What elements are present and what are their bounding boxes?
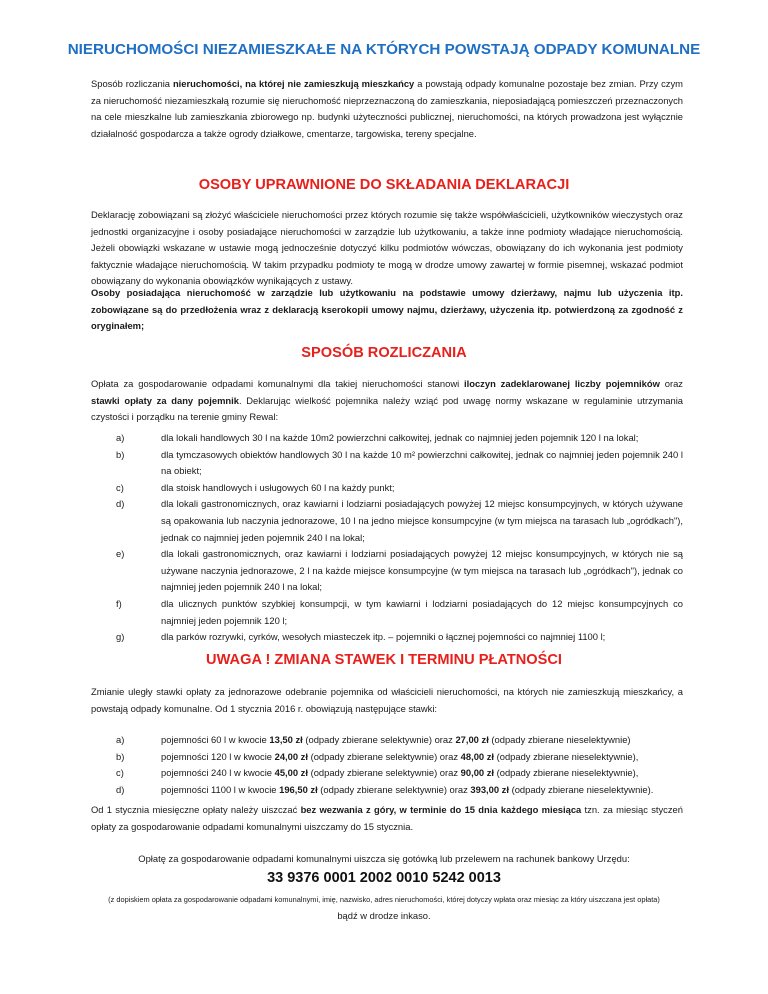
text-run: (odpady zbierane nieselektywnie) — [488, 734, 631, 745]
list-item-label: b) — [116, 448, 125, 460]
list-item-label: d) — [116, 498, 125, 510]
text-run: (odpady zbierane selektywnie) oraz — [317, 783, 471, 795]
list-item-text — [161, 765, 683, 782]
list-item-text: dla lokali handlowych 30 l na każde 10m2 powierzchni całkowitej, jednak co najmniej jeden pojemnik 120 l na lokal; — [161, 432, 639, 443]
text-run: Opłata za gospodarowanie odpadami komunalnymi dla takiej nieruchomości stanowi — [91, 378, 465, 389]
list-item-text: dla parków rozrywki, cyrków, wesołych miasteczek itp. – pojemniki o łącznej pojemności co najmniej 1100 l; — [161, 631, 606, 643]
rate-amount: 45,00 zł — [274, 767, 308, 779]
rate-amount: 48,00 zł — [460, 750, 495, 762]
section2-bold-paragraph: Osoby posiadająca nieruchomość w zarządzie lub użytkowaniu na podstawie umowy dzierżawy, najmu lub użyczenia itp. zobowiązane są do przedłożenia wraz z deklaracją kserokopii umowy najmu, dzierżawy, użyczenia itp. potwierdzoną za zgodność z oryginałem; — [91, 287, 683, 332]
text-run: Sposób rozliczania — [91, 78, 173, 89]
norm-list-item — [116, 480, 683, 497]
text-run: . Deklarując wielkość pojemnika należy wziąć pod uwagę normy wskazane w regulaminie utrzymania czystości i porządku na terenie gminy Rewal: — [91, 394, 683, 423]
section3-paragraph — [91, 376, 683, 426]
list-item-label: f) — [116, 597, 122, 609]
text-run: pojemności 1100 l w kwocie — [161, 783, 280, 795]
list-item-label: c) — [116, 481, 124, 493]
rate-amount: 24,00 zł — [274, 750, 308, 762]
norm-list-item — [116, 596, 683, 629]
list-item-text — [161, 782, 683, 799]
text-run: (odpady zbierane selektywnie) oraz — [307, 750, 461, 762]
rate-amount: 196,50 zł — [279, 783, 318, 795]
norm-list-item — [116, 447, 683, 480]
list-item-text: dla lokali gastronomicznych, oraz kawiarni i lodziarni posiadających powyżej 12 miejsc konsumpcyjnych, w których nie są używane naczynia jednorazowe, 2 l na każde miejsce konsumpcyjne (w tym miejsca na tarasach lub „ogródkach"), jednak co najmniej jeden pojemnik 240 l na lokal; — [161, 548, 683, 593]
rate-amount: 27,00 zł — [455, 734, 489, 745]
text-run: (odpady zbierane nieselektywnie), — [494, 767, 639, 779]
payment-inkaso-line: bądź w drodze inkaso. — [337, 910, 431, 921]
norm-list-item — [116, 546, 683, 596]
list-item-text: dla lokali gastronomicznych, oraz kawiarni i lodziarni posiadających powyżej 12 miejsc konsumpcyjnych, w których używane są opakowania lub naczynia jednorazowe, 10 l na jedno miejsce konsumpcyjne (w tym miejsca na tarasach lub „ogródkach"), jednak co najmniej jeden pojemnik 240 l na lokal; — [161, 498, 683, 543]
rate-amount: 13,50 zł — [269, 734, 303, 745]
list-item-label: e) — [116, 548, 125, 560]
text-run: Od 1 stycznia miesięczne opłaty należy uiszczać — [91, 804, 301, 815]
bold-run: bez wezwania z góry, w terminie do 15 dnia każdego miesiąca — [300, 804, 582, 815]
text-run: pojemności 60 l w kwocie — [161, 734, 270, 745]
section-title-nieruchomosci: NIERUCHOMOŚCI NIEZAMIESZKAŁE NA KTÓRYCH POWSTAJĄ ODPADY KOMUNALNE — [67, 41, 701, 58]
section-title-uwaga: UWAGA ! ZMIANA STAWEK I TERMINU PŁATNOŚCI — [206, 652, 562, 668]
section-title-sposob: SPOSÓB ROZLICZANIA — [301, 345, 467, 361]
payment-line: Opłatę za gospodarowanie odpadami komunalnymi uiszcza się gotówką lub przelewem na rachunek bankowy Urzędu: — [138, 853, 630, 864]
list-item-label: g) — [116, 631, 125, 643]
list-item-label: c) — [116, 767, 124, 779]
section4-paragraph: Zmianie uległy stawki opłaty za jednorazowe odebranie pojemnika od właścicieli nieruchomości, na których nie zamieszkują mieszkańcy, a powstają odpady komunalne. Od 1 stycznia 2016 r. obowiązują następujące stawki: — [91, 686, 683, 714]
text-run: (odpady zbierane nieselektywnie). — [508, 783, 654, 795]
list-item-text: dla stoisk handlowych i usługowych 60 l na każdy punkt; — [161, 481, 395, 493]
bold-run: nieruchomości, na której nie zamieszkują mieszkańcy — [172, 78, 415, 89]
text-run: tzn. za miesiąc styczeń opłaty za gospodarowanie odpadami komunalnymi uiszczamy do 15 stycznia. — [91, 804, 683, 832]
rates-list — [116, 732, 683, 798]
section2-paragraph: Deklarację zobowiązani są złożyć właściciele nieruchomości przez których rozumie się także współwłaścicieli, użytkowników wieczystych oraz jednostki organizacyjne i osoby posiadające nieruchomości w zarządzie lub użytkowaniu, a także inne podmioty władające nieruchomością. Jeżeli obowiązki wskazane w ustawie mogą jednocześnie dotyczyć kilku podmiotów wówczas, obowiązany do ich wykonania jest podmioty faktycznie władające nieruchomością. W takim przypadku podmioty te mogą w drodze umowy zawartej w formie pisemnej, wskazać podmiot obowiązany do wykonania obowiązków wynikających z ustawy. — [91, 209, 683, 287]
text-run: a powstają odpady komunalne pozostaje bez zmian. Przy czym za nieruchomość niezamieszkałą rozumie się nieruchomość nieprzeznaczoną do zamieszkania, nieposiadającą pomieszczeń przeznaczonych na cele mieszkalne lub zamieszkania zbiorowego np. budynki użyteczności publicznej, nieruchomości, na których prowadzona jest wyłącznie działalność gospodarcza a także ogrody działkowe, cmentarze, targowiska, tereny specjalne. — [91, 78, 683, 139]
list-item-label: a) — [116, 734, 125, 745]
rate-list-item — [116, 732, 683, 749]
text-run: (odpady zbierane selektywnie) oraz — [307, 767, 461, 779]
rate-amount: 393,00 zł — [470, 783, 509, 795]
text-run: pojemności 120 l w kwocie — [161, 750, 275, 762]
rate-list-item — [116, 765, 683, 782]
text-run: oraz — [659, 378, 683, 389]
rate-amount: 90,00 zł — [460, 767, 495, 779]
section4-deadline-paragraph — [91, 802, 683, 835]
rate-list-item — [116, 782, 683, 799]
norm-list-item — [116, 629, 683, 646]
bold-run: stawki opłaty za dany pojemnik — [91, 394, 239, 406]
list-item-label: b) — [116, 750, 125, 762]
list-item-text — [161, 732, 683, 749]
list-item-label: a) — [116, 432, 125, 443]
norm-list-item — [116, 496, 683, 546]
text-run: (odpady zbierane selektywnie) oraz — [302, 734, 456, 745]
list-item-text: dla tymczasowych obiektów handlowych 30 l na każde 10 m² powierzchni całkowitej, jednak co najmniej jeden pojemnik 240 l na obiekt; — [161, 448, 683, 477]
text-run: (odpady zbierane nieselektywnie), — [494, 750, 639, 762]
section-title-osoby: OSOBY UPRAWNIONE DO SKŁADANIA DEKLARACJI — [198, 177, 570, 193]
section1-paragraph — [91, 76, 683, 142]
bank-account-number: 33 9376 0001 2002 0010 5242 0013 — [267, 870, 501, 886]
list-item-text: dla ulicznych punktów szybkiej konsumpcji, w tym kawiarni i lodziarni posiadających do 12 miejsc konsumpcyjnych co najmniej jeden pojemnik 120 l; — [161, 597, 683, 626]
list-item-label: d) — [116, 783, 125, 795]
norm-list-item — [116, 430, 683, 447]
rate-list-item — [116, 749, 683, 766]
text-run: pojemności 240 l w kwocie — [161, 767, 275, 779]
bold-run: iloczyn zadeklarowanej liczby pojemników — [464, 378, 660, 389]
norms-list — [116, 430, 683, 646]
list-item-text — [161, 749, 683, 766]
payment-note: (z dopiskiem opłata za gospodarowanie odpadami komunalnymi, imię, nazwisko, adres nieruchomości, której dotyczy wpłata oraz miesiąc za który uiszczana jest opłata) — [108, 895, 660, 904]
